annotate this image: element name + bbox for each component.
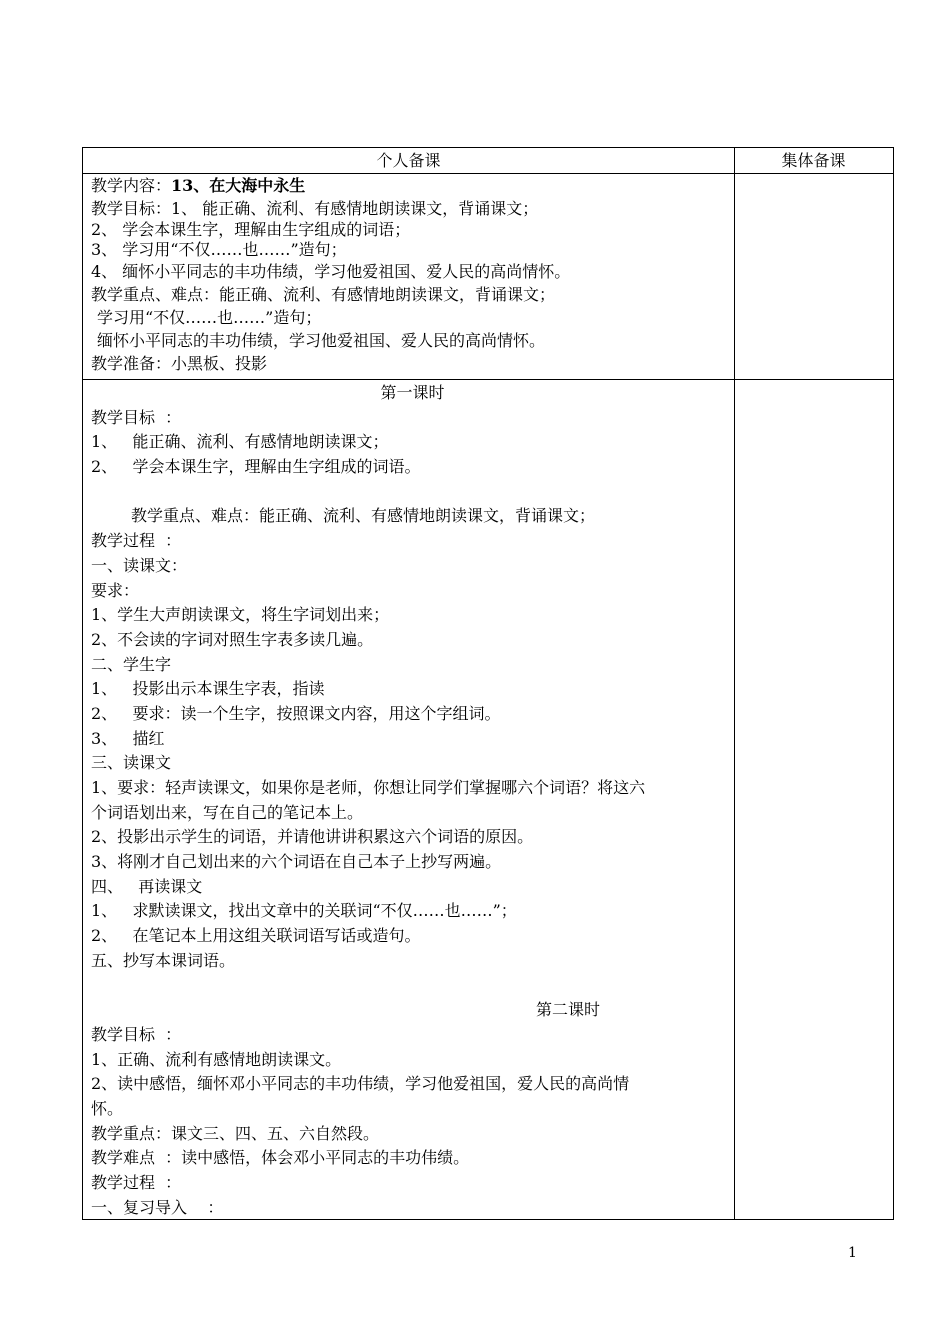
overview-line: 4、 缅怀小平同志的丰功伟绩，学习他爱祖国、爱人民的高尚情怀。 <box>91 262 571 281</box>
overview-line: 教学目标：1、 能正确、流利、有感情地朗读课文，背诵课文； <box>91 199 539 218</box>
lesson1-line: 教学重点、难点：能正确、流利、有感情地朗读课文，背诵课文； <box>131 506 596 526</box>
overview-line: 教学准备：小黑板、投影 <box>91 354 268 373</box>
content-label: 教学内容： <box>91 176 172 195</box>
lesson2-line: 1、正确、流利有感情地朗读课文。 <box>91 1049 342 1069</box>
lesson1-line: 1、学生大声朗读课文，将生字词划出来； <box>91 605 390 625</box>
lesson1-line: 1、 能正确、流利、有感情地朗读课文； <box>91 432 389 452</box>
blank-line <box>91 974 734 999</box>
overview-line: 教学重点、难点：能正确、流利、有感情地朗读课文，背诵课文； <box>91 285 556 304</box>
lesson1-line: 2、投影出示学生的词语，并请他讲讲积累这六个词语的原因。 <box>91 827 534 847</box>
lesson1-line: 教学过程 ： <box>91 531 182 551</box>
lesson-title: 13、在大海中永生 <box>171 176 306 195</box>
lesson2-line: 2、读中感悟，缅怀邓小平同志的丰功伟绩，学习他爱祖国，爱人民的高尚情 <box>91 1074 630 1094</box>
lesson1-line: 2、 学会本课生字，理解由生字组成的词语。 <box>91 457 421 477</box>
lesson2-line: 一、复习导入 ： <box>91 1197 224 1217</box>
lesson1-line: 1、 投影出示本课生字表，指读 <box>91 679 325 699</box>
lesson1-line <box>91 480 734 505</box>
lesson1-line: 2、 要求：读一个生字，按照课文内容，用这个字组词。 <box>91 703 501 723</box>
lesson1-line: 五、抄写本课词语。 <box>91 950 236 970</box>
lesson1-line: 要求： <box>91 580 140 600</box>
lesson2-line: 怀。 <box>91 1098 124 1118</box>
lesson2-line: 教学目标 ： <box>91 1024 182 1044</box>
overview-line: 学习用“不仅……也……”造句； <box>97 308 322 327</box>
lesson2-line: 教学过程 ： <box>91 1173 182 1192</box>
lesson1-line: 个词语划出来，写在自己的笔记本上。 <box>91 802 364 822</box>
lesson2-line: 教学难点 ：读中感悟，体会邓小平同志的丰功伟绩。 <box>91 1148 470 1168</box>
lesson1-line: 教学目标 ： <box>91 407 182 427</box>
lesson2-title: 第二课时 <box>536 1000 601 1020</box>
lesson1-line: 二、学生字 <box>91 654 172 674</box>
overview-line: 缅怀小平同志的丰功伟绩，学习他爱祖国、爱人民的高尚情怀。 <box>97 331 546 350</box>
lesson1-line: 1、要求：轻声读课文，如果你是老师，你想让同学们掌握哪六个词语？将这六 <box>91 778 646 797</box>
header-group-prep: 集体备课 <box>781 151 846 170</box>
lesson-plan-table <box>82 147 894 1220</box>
lesson1-line: 一、读课文： <box>91 555 188 575</box>
lesson-cell <box>83 381 734 1220</box>
lesson1-line: 3、将刚才自己划出来的六个词语在自己本子上抄写两遍。 <box>91 852 502 872</box>
header-personal-prep: 个人备课 <box>376 151 441 170</box>
lesson1-line: 1、 求默读课文，找出文章中的关联词“不仅……也……”； <box>91 901 517 921</box>
overview-cell <box>83 174 734 375</box>
lesson2-line: 教学重点：课文三、四、五、六自然段。 <box>91 1123 380 1143</box>
lesson1-line: 2、 在笔记本上用这组关联词语写话或造句。 <box>91 926 421 946</box>
section-divider <box>83 379 893 380</box>
lesson1-line: 四、 再读课文 <box>91 876 203 896</box>
lesson1-title: 第一课时 <box>380 383 445 402</box>
lesson1-line: 3、 描红 <box>91 728 165 748</box>
lesson1-line: 2、不会读的字词对照生字表多读几遍。 <box>91 629 374 649</box>
overview-line: 2、 学会本课生字，理解由生字组成的词语； <box>91 220 411 239</box>
content-line <box>91 174 734 197</box>
column-divider <box>734 148 735 1219</box>
lesson1-line: 三、读课文 <box>91 753 172 773</box>
overview-line: 3、 学习用“不仅……也……”造句； <box>91 240 347 259</box>
page-number: 1 <box>848 1245 857 1261</box>
